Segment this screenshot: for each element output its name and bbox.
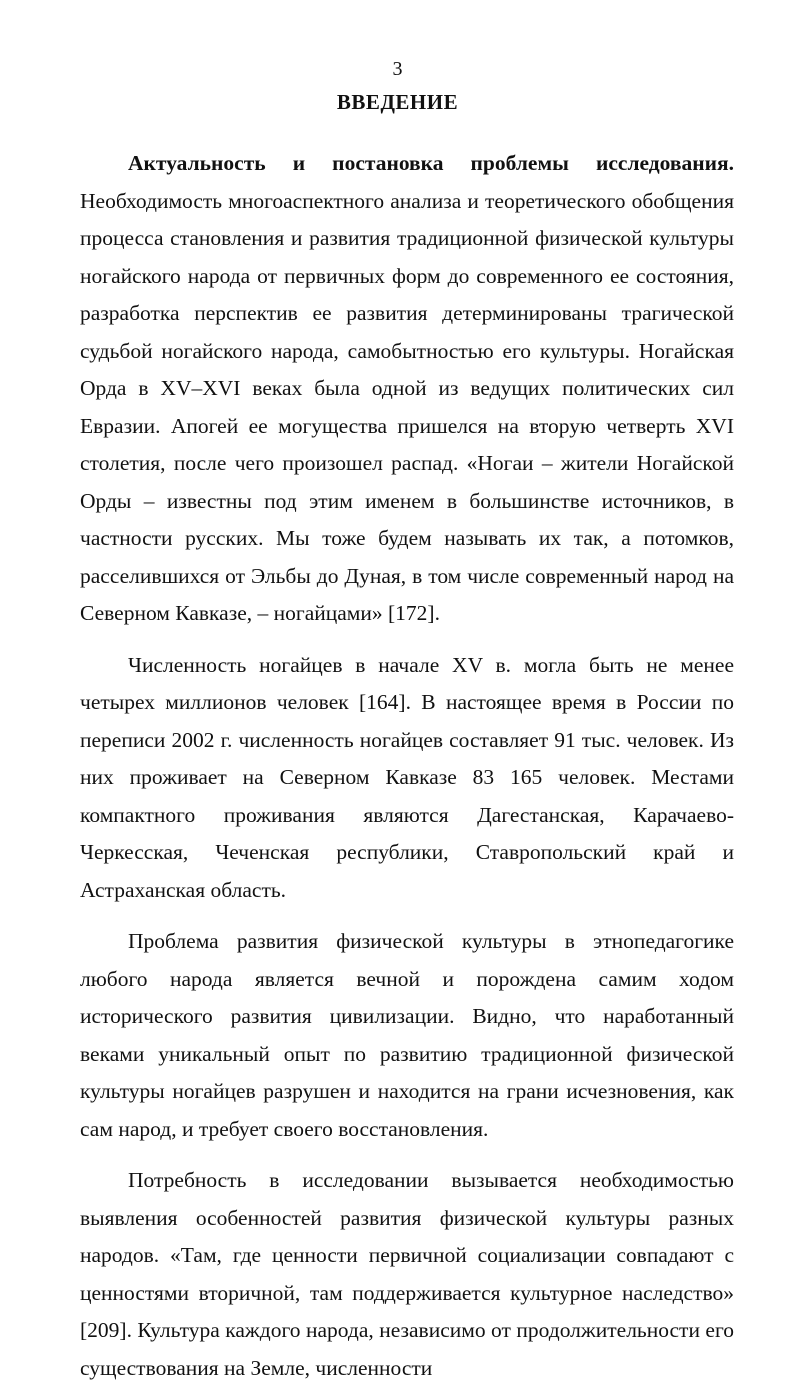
body-text: [80, 145, 734, 1387]
page-number: 3: [392, 58, 403, 80]
paragraph-text: Необходимость многоаспектного анализа и теоретического обобщения процесса становления и развития традиционной физической культуры ногайского народа от первичных форм до современного ее состояния, разработка перспектив ее развития детерминированы трагической судьбой ногайского народа, самобытностью его культуры. Ногайская Орда в XV–XVI веках была одной из ведущих политических сил Евразии. Апогей ее могущества пришелся на вторую четверть XVI столетия, после чего произошел распад. «Ногаи – жители Ногайской Орды – известны под этим именем в большинстве источников, в частности русских. Мы тоже будем называть их так, а потомков, расселившихся от Эльбы до Дуная, в том числе современный народ на Северном Кавказе, – ногайцами» [172].: [80, 188, 734, 625]
paragraph-need: Потребность в исследовании вызывается необходимостью выявления особенностей развития физической культуры разных народов. «Там, где ценности первичной социализации совпадают с ценностями вторичной, там поддерживается культурное наследство» [209]. Культура каждого народа, независимо от продолжительности его существования на Земле, численности: [80, 1168, 734, 1380]
paragraph-relevance: [80, 145, 734, 633]
section-lead-heading: Актуальность и постановка проблемы исследования.: [128, 151, 734, 175]
page-title: ВВЕДЕНИЕ: [336, 90, 459, 114]
paragraph-population: Численность ногайцев в начале XV в. могла быть не менее четырех миллионов человек [164]. В настоящее время в России по переписи 2002 г. численность ногайцев составляет 91 тыс. человек. Из них проживает на Северном Кавказе 83 165 человек. Местами компактного проживания являются Дагестанская, Карачаево-Черкесская, Чеченская республики, Ставропольский край и Астраханская область.: [80, 652, 734, 902]
paragraph-problem: Проблема развития физической культуры в этнопедагогике любого народа является вечной и порождена самим ходом исторического развития цивилизации. Видно, что наработанный веками уникальный опыт по развитию традиционной физической культуры ногайцев разрушен и находится на грани исчезновения, как сам народ, и требует своего восстановления.: [80, 929, 734, 1141]
